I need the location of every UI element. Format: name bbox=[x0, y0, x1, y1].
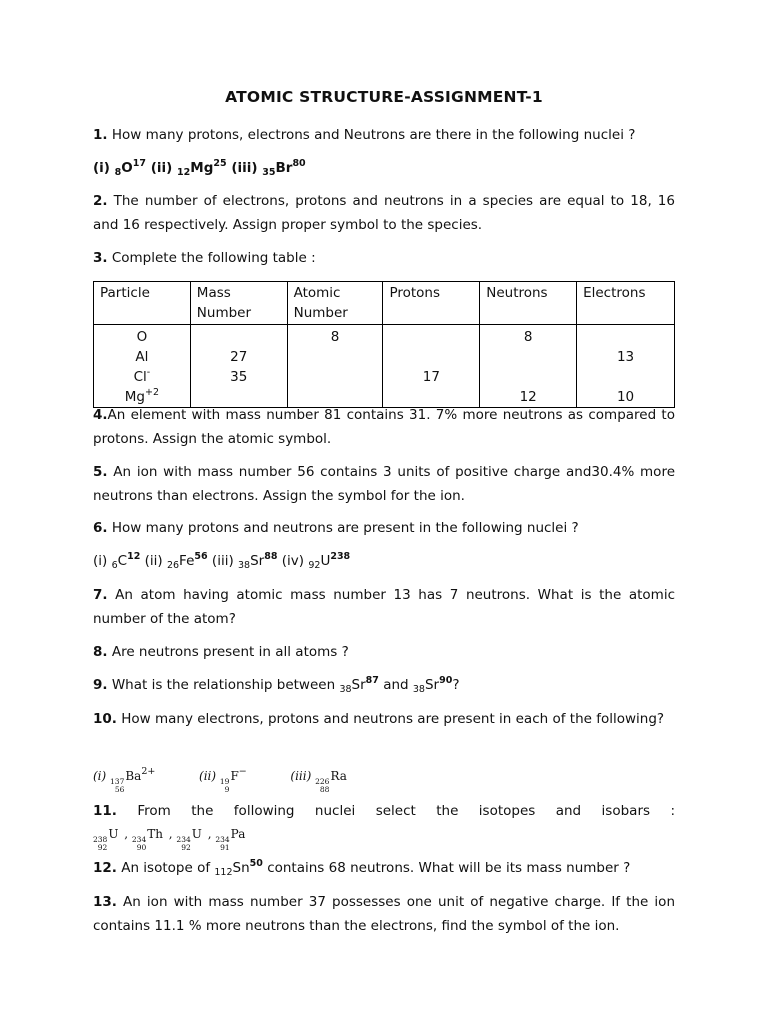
text-fragment: 2+ bbox=[141, 766, 156, 777]
text-fragment: 238 bbox=[93, 835, 108, 844]
question-10-options bbox=[93, 765, 675, 793]
text-fragment: 238 bbox=[330, 551, 351, 562]
text-fragment: 6. bbox=[93, 520, 108, 536]
text-fragment: Th bbox=[147, 827, 163, 841]
text-fragment: (i) bbox=[93, 160, 110, 176]
text-fragment: 19 bbox=[219, 777, 230, 786]
text-fragment: ? bbox=[452, 677, 460, 693]
text-fragment: 91 bbox=[220, 842, 230, 852]
text-fragment: 80 bbox=[292, 158, 306, 169]
text-fragment: contains 68 neutrons. What will be its mass number ? bbox=[267, 860, 631, 876]
text-fragment: 6 bbox=[111, 560, 118, 571]
text-fragment: From the following nuclei select the isotopes and isobars : bbox=[137, 803, 675, 819]
particle-table bbox=[93, 281, 675, 408]
question-6 bbox=[93, 517, 675, 541]
text-fragment: U bbox=[191, 827, 202, 841]
text-fragment: An isotope of bbox=[121, 860, 211, 876]
question-5 bbox=[93, 461, 675, 508]
text-fragment: An element with mass number 81 contains 31. 7% more neutrons as compared to protons. Assign the atomic symbol. bbox=[93, 407, 675, 447]
text-fragment: (ii) bbox=[150, 160, 173, 176]
text-fragment: 35 bbox=[262, 167, 276, 178]
text-fragment: The number of electrons, protons and neutrons in a species are equal to 18, 16 and 16 respectively. Assign proper symbol to the species. bbox=[93, 193, 675, 233]
text-fragment: 8 bbox=[114, 167, 122, 178]
text-fragment: 27 bbox=[230, 349, 248, 365]
text-fragment: Al bbox=[135, 349, 149, 365]
text-fragment: How many protons and neutrons are present in the following nuclei ? bbox=[111, 520, 579, 536]
text-fragment: (i) bbox=[93, 769, 107, 783]
table-header-row bbox=[94, 282, 675, 325]
text-fragment: 88 bbox=[319, 784, 330, 794]
text-fragment: 112 bbox=[214, 867, 233, 878]
text-fragment: How many protons, electrons and Neutrons are there in the following nuclei ? bbox=[111, 127, 636, 143]
text-fragment: 8 bbox=[523, 329, 533, 345]
question-11-nuclei: 238 92 U , 234 90 Th , 234 92 U , 234 91 Pa bbox=[93, 827, 246, 852]
text-fragment: 17 bbox=[422, 369, 440, 385]
text-fragment: 1. bbox=[93, 127, 108, 143]
text-fragment: Ra bbox=[330, 769, 347, 783]
text-fragment: 56 bbox=[194, 551, 208, 562]
text-fragment: 8. bbox=[93, 644, 108, 660]
text-fragment: Sr bbox=[424, 677, 440, 693]
text-fragment: Complete the following table : bbox=[111, 250, 316, 266]
question-10 bbox=[93, 708, 675, 732]
question-3 bbox=[93, 247, 675, 271]
text-fragment: Br bbox=[275, 160, 293, 176]
text-fragment: 5. bbox=[93, 464, 108, 480]
text-fragment: 7. bbox=[93, 587, 108, 603]
text-fragment: 2. bbox=[93, 193, 108, 209]
text-fragment: 92 bbox=[97, 842, 108, 852]
text-fragment: 90 bbox=[439, 675, 453, 686]
text-fragment: What is the relationship between bbox=[111, 677, 336, 693]
text-fragment: 38 bbox=[412, 684, 425, 695]
electrons-cell bbox=[577, 325, 675, 408]
text-fragment: (ii) bbox=[199, 769, 217, 783]
text-fragment: 88 bbox=[264, 551, 278, 562]
text-fragment: 26 bbox=[166, 560, 180, 571]
text-fragment: 25 bbox=[213, 158, 227, 169]
text-fragment: 9. bbox=[93, 677, 108, 693]
table-header: Mass Number bbox=[190, 282, 287, 325]
text-fragment: Sr bbox=[250, 553, 265, 569]
question-7 bbox=[93, 584, 675, 631]
text-fragment: and bbox=[383, 677, 409, 693]
text-fragment: 234 bbox=[215, 835, 230, 844]
text-fragment: 35 bbox=[230, 369, 248, 385]
text-fragment: 8 bbox=[330, 329, 340, 345]
text-fragment: Sn bbox=[232, 860, 250, 876]
text-fragment: 12 bbox=[519, 389, 537, 405]
text-fragment: An atom having atomic mass number 13 has 7 neutrons. What is the atomic number of the atom? bbox=[93, 587, 675, 627]
page-title: ATOMIC STRUCTURE-ASSIGNMENT-1 bbox=[225, 88, 543, 106]
text-fragment: U bbox=[108, 827, 119, 841]
text-fragment: Sr bbox=[351, 677, 366, 693]
text-fragment: 92 bbox=[308, 560, 321, 571]
question-9 bbox=[93, 674, 675, 698]
text-fragment: Ba bbox=[125, 769, 142, 783]
text-fragment: 92 bbox=[181, 842, 191, 852]
protons-cell bbox=[383, 325, 480, 408]
neutrons-cell bbox=[480, 325, 577, 408]
text-fragment: (ii) bbox=[144, 553, 163, 569]
text-fragment: 90 bbox=[136, 842, 147, 852]
question-8 bbox=[93, 641, 675, 665]
table-header: Particle bbox=[94, 282, 191, 325]
text-fragment: 38 bbox=[339, 684, 352, 695]
text-fragment: 13. bbox=[93, 894, 117, 910]
text-fragment: C bbox=[117, 553, 128, 569]
table-header: Electrons bbox=[577, 282, 675, 325]
text-fragment: (i) bbox=[93, 553, 108, 569]
text-fragment: 4. bbox=[93, 407, 108, 423]
text-fragment: (iii) bbox=[231, 160, 258, 176]
question-12 bbox=[93, 857, 675, 881]
text-fragment: O bbox=[121, 160, 133, 176]
table-header: Atomic Number bbox=[287, 282, 383, 325]
text-fragment: F bbox=[230, 769, 239, 783]
atomic-number-cell bbox=[287, 325, 383, 408]
text-fragment: O bbox=[136, 329, 148, 345]
question-11 bbox=[93, 800, 675, 824]
text-fragment: 12 bbox=[127, 551, 141, 562]
text-fragment: An ion with mass number 56 contains 3 units of positive charge and30.4% more neutrons than electrons. Assign the symbol for the ion. bbox=[93, 464, 675, 504]
question-4 bbox=[93, 404, 675, 451]
text-fragment: 17 bbox=[132, 158, 147, 169]
text-fragment: 50 bbox=[249, 858, 263, 869]
question-1 bbox=[93, 124, 675, 148]
text-fragment: U bbox=[320, 553, 331, 569]
text-fragment bbox=[197, 327, 281, 347]
text-fragment: 11. bbox=[93, 803, 117, 819]
question-1-options bbox=[93, 157, 675, 181]
table-row bbox=[94, 325, 675, 408]
text-fragment: Mg bbox=[190, 160, 214, 176]
table-header: Protons bbox=[383, 282, 480, 325]
text-fragment: 9 bbox=[224, 784, 230, 794]
text-fragment: 137 bbox=[110, 777, 125, 786]
text-fragment: 10 bbox=[616, 389, 635, 405]
text-fragment: (iii) bbox=[290, 769, 312, 783]
text-fragment: Fe bbox=[179, 553, 195, 569]
text-fragment: 12. bbox=[93, 860, 117, 876]
text-fragment: 56 bbox=[114, 784, 125, 794]
mass-number-cell bbox=[190, 325, 287, 408]
text-fragment: 234 bbox=[131, 835, 147, 844]
question-13 bbox=[93, 891, 675, 938]
table-header: Neutrons bbox=[480, 282, 577, 325]
text-fragment: 226 bbox=[315, 777, 330, 786]
text-fragment: 38 bbox=[238, 560, 251, 571]
question-2 bbox=[93, 190, 675, 237]
text-fragment: (iv) bbox=[281, 553, 305, 569]
text-fragment: Are neutrons present in all atoms ? bbox=[111, 644, 349, 660]
text-fragment: 13 bbox=[616, 349, 635, 365]
text-fragment: 3. bbox=[93, 250, 108, 266]
question-6-options bbox=[93, 550, 675, 574]
text-fragment: 10. bbox=[93, 711, 117, 727]
text-fragment: 12 bbox=[177, 167, 191, 178]
text-fragment: How many electrons, protons and neutrons are present in each of the following? bbox=[121, 711, 665, 727]
text-fragment: 234 bbox=[176, 835, 191, 844]
text-fragment: An ion with mass number 37 possesses one unit of negative charge. If the ion contains 11.1 % more neutrons than the electrons, find the symbol of the ion. bbox=[93, 894, 675, 934]
text-fragment: Pa bbox=[230, 827, 246, 841]
text-fragment: − bbox=[238, 766, 247, 777]
text-fragment: 87 bbox=[365, 675, 379, 686]
text-fragment: (iii) bbox=[211, 553, 234, 569]
particle-cell: O Al Cl- $Mg^{+2}$ bbox=[94, 325, 191, 408]
